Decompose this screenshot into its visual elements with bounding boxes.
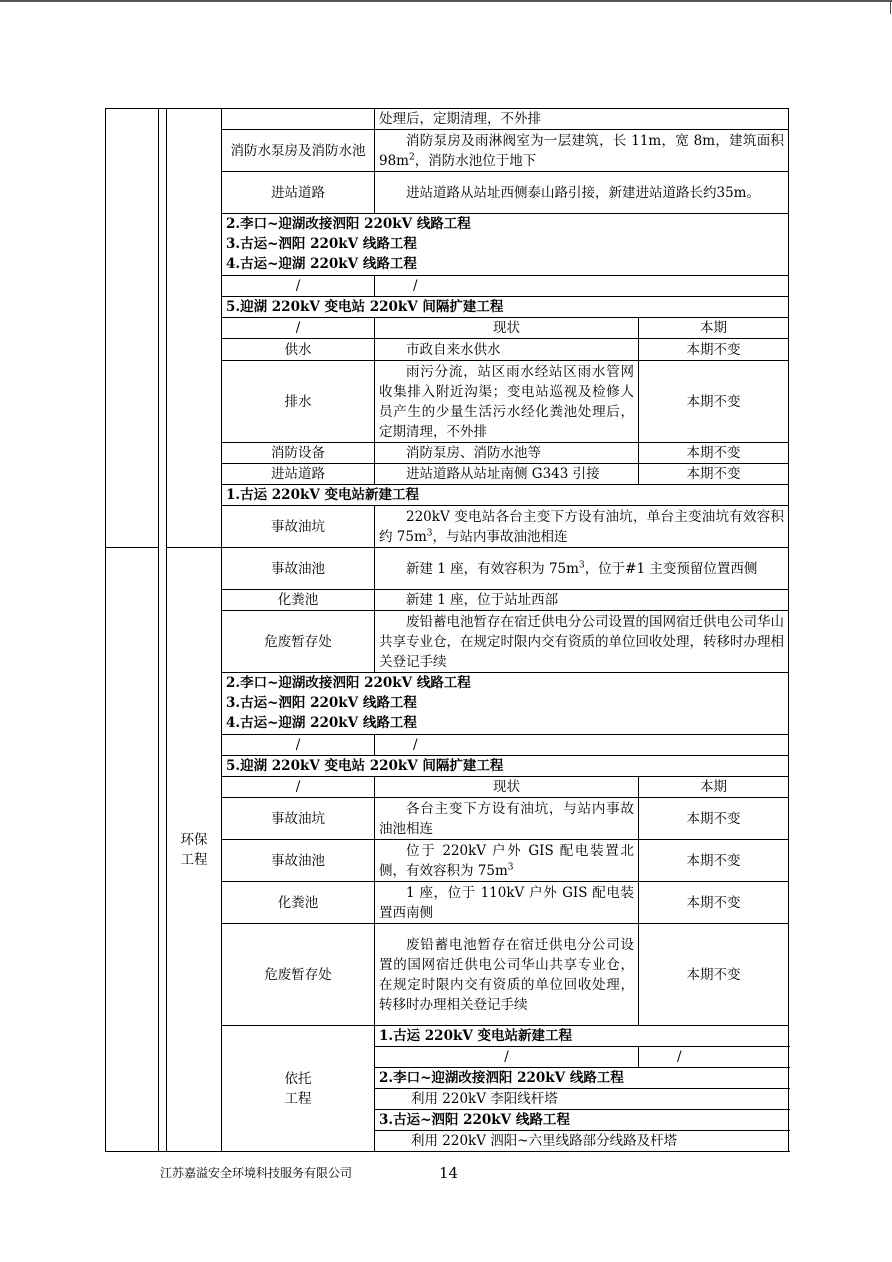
spacer-column xyxy=(159,109,167,1152)
heading-3: 3.古运~泗阳 220kV 线路工程 xyxy=(226,236,417,252)
category-label-env: 环保 工程 xyxy=(167,548,222,1152)
section-heading-group xyxy=(222,214,789,276)
table-cell: 处理后，定期清理，不外排 xyxy=(375,109,789,130)
page-top-border xyxy=(0,0,892,2)
item-name: 危废暂存处 xyxy=(222,611,375,673)
category-cell-empty xyxy=(106,109,159,548)
column-header: / xyxy=(222,777,375,798)
item-name: 化粪池 xyxy=(222,882,375,924)
item-name: 消防水泵房及消防水池 xyxy=(222,130,375,172)
column-header: 现状 xyxy=(375,777,639,798)
item-name: 排水 xyxy=(222,361,375,443)
item-name: 进站道路 xyxy=(222,172,375,214)
section-heading: 5.迎湖 220kV 变电站 220kV 间隔扩建工程 xyxy=(222,297,789,318)
item-period: 本期不变 xyxy=(639,840,789,882)
column-header: 本期 xyxy=(639,777,789,798)
section-heading-group xyxy=(222,673,789,735)
heading-4: 4.古运~迎湖 220kV 线路工程 xyxy=(226,715,417,731)
item-desc: 废铅蓄电池暂存在宿迁供电分公司设置的国网宿迁供电公司华山共享专业仓，在规定时限内交有资质的单位回收处理，转移时办理相关登记手续 xyxy=(375,611,789,673)
item-status: 进站道路从站址南侧 G343 引接 xyxy=(375,464,639,485)
item-status: 市政自来水供水 xyxy=(375,339,639,361)
item-status: 位于 220kV 户外 GIS 配电装置北侧，有效容积为 $75m^3$ xyxy=(375,840,639,882)
page-corner-mark xyxy=(890,0,891,14)
section-heading: 5.迎湖 220kV 变电站 220kV 间隔扩建工程 xyxy=(222,756,789,777)
item-status: 消防泵房、消防水池等 xyxy=(375,443,639,464)
item-desc: 消防泵房及雨淋阀室为一层建筑，长 11m，宽 8m，建筑面积 $98m^2$，消防水池位于地下 xyxy=(375,130,789,172)
item-period: 本期不变 xyxy=(639,361,789,443)
table-cell-empty xyxy=(222,109,375,130)
item-period: 本期不变 xyxy=(639,464,789,485)
item-status: 1 座，位于 110kV 户外 GIS 配电装置西南侧 xyxy=(375,882,639,924)
item-name: 供水 xyxy=(222,339,375,361)
item-name: 事故油池 xyxy=(222,840,375,882)
item-name: 危废暂存处 xyxy=(222,924,375,1026)
column-header: 现状 xyxy=(375,318,639,339)
slash-cell: / xyxy=(375,1047,639,1068)
item-desc: 进站道路从站址西侧泰山路引接，新建进站道路长约35m。 xyxy=(375,172,789,214)
heading-4: 4.古运~迎湖 220kV 线路工程 xyxy=(226,256,417,272)
column-header: 本期 xyxy=(639,318,789,339)
footer-company: 江苏嘉溢安全环境科技服务有限公司 xyxy=(160,1166,353,1180)
subcategory-cell-empty xyxy=(167,109,222,548)
category-label-support: 依托 工程 xyxy=(222,1026,375,1152)
section-text: 利用 220kV 李阳线杆塔 xyxy=(375,1089,789,1110)
item-period: 本期不变 xyxy=(639,798,789,840)
heading-2: 2.李口~迎湖改接泗阳 220kV 线路工程 xyxy=(226,216,471,232)
section-heading: 1.古运 220kV 变电站新建工程 xyxy=(375,1026,789,1047)
item-name: 进站道路 xyxy=(222,464,375,485)
category-cell-empty xyxy=(106,548,159,1152)
slash-cell: / xyxy=(375,735,789,756)
item-name: 事故油坑 xyxy=(222,506,375,548)
slash-cell: / xyxy=(375,276,789,297)
item-name: 消防设备 xyxy=(222,443,375,464)
slash-cell: / xyxy=(639,1047,789,1068)
item-period: 本期不变 xyxy=(639,924,789,1026)
column-header: / xyxy=(222,318,375,339)
section-heading: 3.古运~泗阳 220kV 线路工程 xyxy=(375,1110,789,1131)
item-period: 本期不变 xyxy=(639,443,789,464)
item-name: 事故油坑 xyxy=(222,798,375,840)
page-number: 14 xyxy=(439,1164,459,1182)
item-desc: 新建 1 座，位于站址西部 xyxy=(375,590,789,611)
heading-3: 3.古运~泗阳 220kV 线路工程 xyxy=(226,695,417,711)
section-heading: 2.李口~迎湖改接泗阳 220kV 线路工程 xyxy=(375,1068,789,1089)
heading-2: 2.李口~迎湖改接泗阳 220kV 线路工程 xyxy=(226,675,471,691)
item-status: 雨污分流，站区雨水经站区雨水管网收集排入附近沟渠；变电站巡视及检修人员产生的少量生活污水经化粪池处理后，定期清理，不外排 xyxy=(375,361,639,443)
item-desc: 新建 1 座，有效容积为 $75m^3$，位于#1 主变预留位置西侧 xyxy=(375,548,789,590)
item-period: 本期不变 xyxy=(639,339,789,361)
item-status: 各台主变下方设有油坑，与站内事故油池相连 xyxy=(375,798,639,840)
item-status: 废铅蓄电池暂存在宿迁供电分公司设置的国网宿迁供电公司华山共享专业仓，在规定时限内交有资质的单位回收处理，转移时办理相关登记手续 xyxy=(375,924,639,1026)
item-period: 本期不变 xyxy=(639,882,789,924)
project-table xyxy=(105,108,789,1152)
item-desc: 220kV 变电站各台主变下方设有油坑，单台主变油坑有效容积约 $75m^3$，与站内事故油池相连 xyxy=(375,506,789,548)
slash-cell: / xyxy=(222,276,375,297)
slash-cell: / xyxy=(222,735,375,756)
section-heading: 1.古运 220kV 变电站新建工程 xyxy=(222,485,789,506)
item-name: 化粪池 xyxy=(222,590,375,611)
item-name: 事故油池 xyxy=(222,548,375,590)
section-text: 利用 220kV 泗阳~六里线路部分线路及杆塔 xyxy=(375,1131,789,1152)
